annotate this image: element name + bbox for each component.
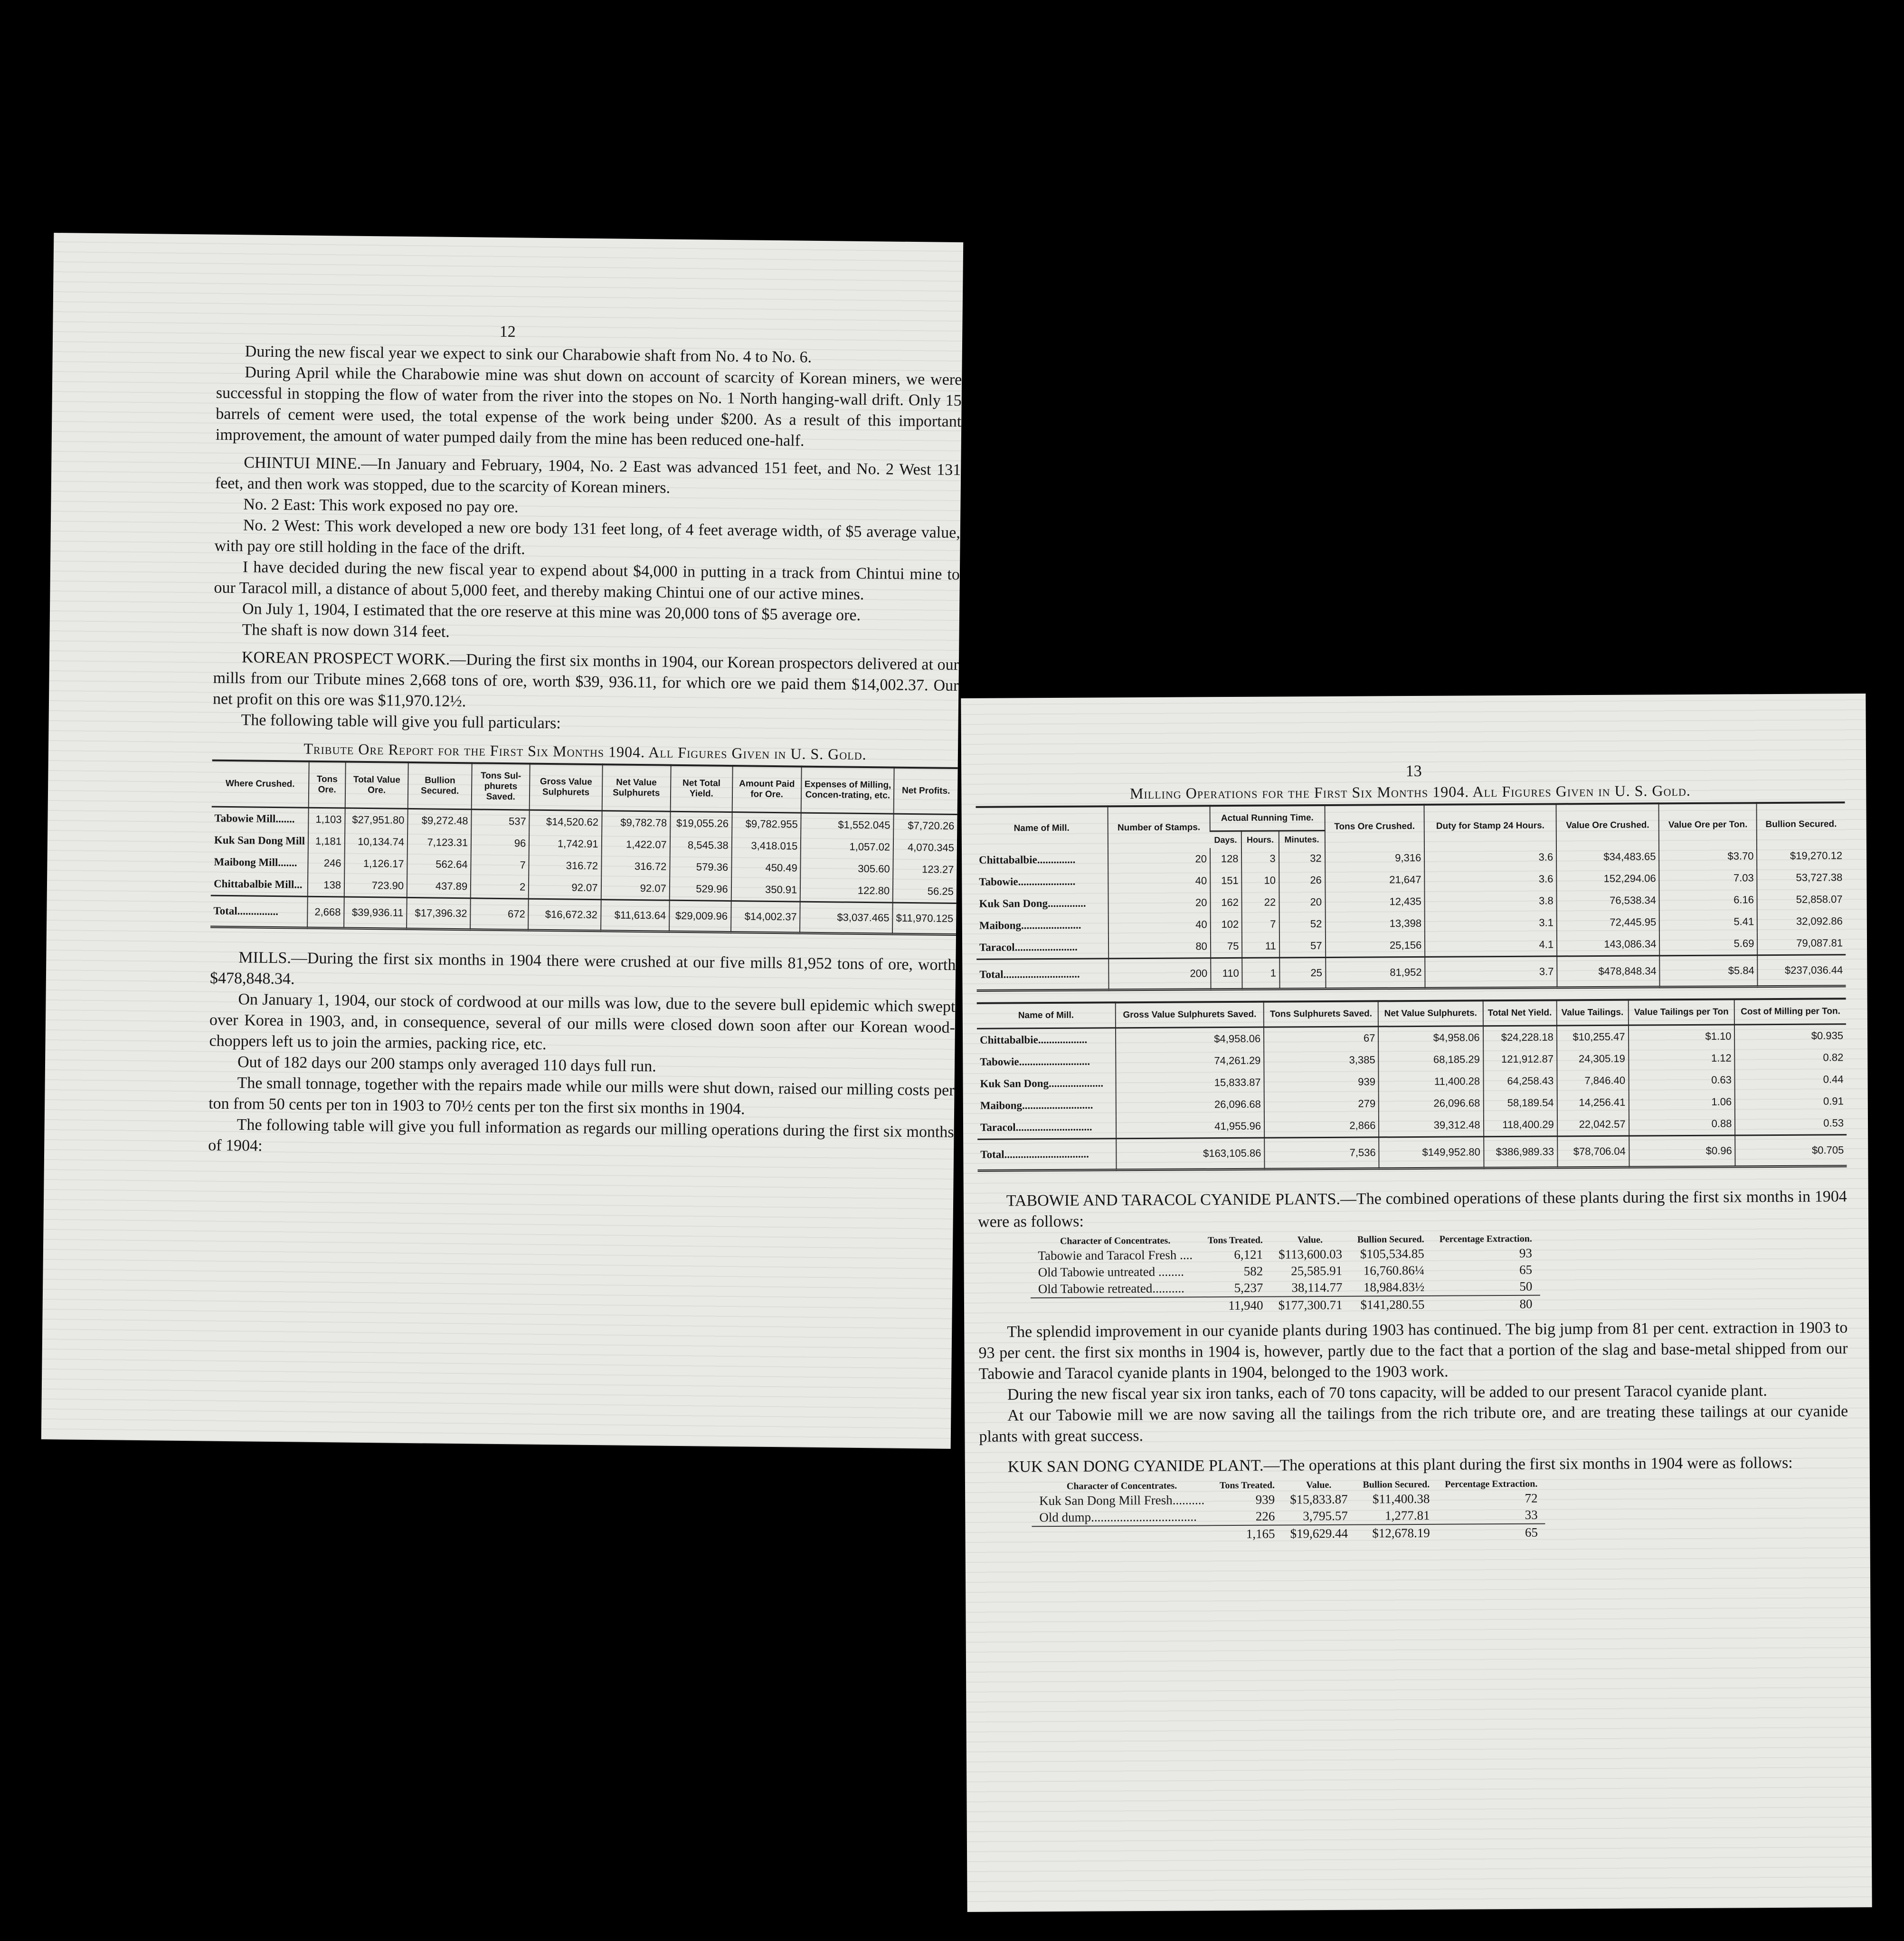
table-cell: 6,121 — [1234, 1247, 1263, 1262]
table-cell: 64,258.43 — [1483, 1070, 1557, 1092]
row-label: Kuk San Dong Mill Fresh.......... — [1039, 1493, 1205, 1508]
row-label — [1031, 1297, 1201, 1315]
table-cell: 1,103 — [308, 808, 345, 830]
table-cell: 1.06 — [1629, 1091, 1735, 1113]
column-header: Value. — [1306, 1479, 1332, 1491]
column-header: Net Value Sulphurets — [602, 764, 671, 811]
left-text-column — [208, 341, 962, 1164]
table-cell: 26 — [1279, 869, 1325, 892]
row-label: Taracol....................... — [979, 941, 1078, 953]
table-cell: 72,445.95 — [1557, 911, 1660, 933]
table-cell: $0.935 — [1734, 1024, 1846, 1047]
table-cell: 26,096.68 — [1116, 1094, 1264, 1116]
column-header: Cost of Milling per Ton. — [1734, 999, 1846, 1025]
row-label: Chittabalbie Mill... — [213, 877, 303, 891]
table-cell: 350.91 — [731, 878, 800, 902]
table-cell: 57 — [1279, 935, 1326, 958]
table-cell: 81,952 — [1326, 957, 1425, 989]
table-cell: $4,958.06 — [1378, 1026, 1483, 1049]
table-cell: $7,720.26 — [893, 814, 957, 837]
column-header: Net Value Sulphurets. — [1378, 1000, 1483, 1027]
table-cell: 4.1 — [1425, 933, 1557, 957]
table-cell: $9,782.955 — [732, 812, 801, 836]
paragraph: During April while the Charabowie mine was shut down on account of scarcity of Korean miners, we were successful in stopping the flow of water from the river into the stopes on No. 1 North hanging-wall drift. Only 15 barrels of cement were used, the total expense of the work being under $200. As a result of this important improvement, the amount of water pumped daily from the mine has been reduced one-half. — [215, 363, 962, 450]
table-cell: $27,951.80 — [345, 808, 407, 831]
table-cell: 0.44 — [1735, 1068, 1847, 1091]
column-header: Total Net Yield. — [1483, 1000, 1557, 1026]
column-header: Net Profits. — [894, 768, 958, 815]
paragraph: The small tonnage, together with the repairs made while our mills were shut down, raised our milling costs per ton from 50 cents per ton in 1903 to 70½ cents per ton the first six months in 1904. — [208, 1074, 955, 1118]
table-cell: $39,936.11 — [344, 897, 407, 929]
table-cell: 582 — [1243, 1264, 1263, 1278]
paragraph: TABOWIE AND TARACOL CYANIDE PLANTS.—The combined operations of these plants during the first six months in 1904 were as follows: — [977, 1188, 1847, 1231]
table-cell: 92.07 — [601, 877, 670, 900]
table-cell: 279 — [1264, 1093, 1379, 1115]
table-cell: 10 — [1242, 870, 1279, 892]
table-cell: 162 — [1210, 892, 1242, 913]
column-header: Total Value Ore. — [345, 762, 408, 809]
table-cell: 0.53 — [1735, 1112, 1847, 1135]
table-cell: 5.69 — [1659, 932, 1757, 956]
table-cell: 76,538.34 — [1557, 889, 1660, 912]
column-header: Bullion Secured. — [1757, 802, 1845, 845]
table-cell: $29,009.96 — [669, 900, 731, 932]
table-cell: 939 — [1264, 1071, 1379, 1093]
table-cell: 1,181 — [308, 830, 345, 853]
row-label: Kuk San Dong Mill — [214, 834, 305, 847]
table-cell: 2,668 — [307, 896, 344, 928]
table-cell: 450.49 — [731, 856, 801, 879]
paragraph: KUK SAN DONG CYANIDE PLANT.—The operations at this plant during the first six months in 1904 were as follows: — [1007, 1454, 1793, 1476]
table-cell: 2 — [471, 875, 529, 899]
table-cell: 3,418.015 — [731, 835, 801, 857]
table-cell: 316.72 — [529, 855, 602, 877]
table-cell: 143,086.34 — [1557, 933, 1660, 956]
table-cell: $19,629.44 — [1282, 1525, 1355, 1542]
column-header: Value Ore per Ton. — [1659, 803, 1757, 846]
row-label: Tabowie..................... — [979, 875, 1076, 888]
column-header: Tons Sul-phurets Saved. — [472, 763, 530, 810]
table-cell: 20 — [1108, 892, 1210, 914]
column-header: Percentage Extraction. — [1445, 1478, 1538, 1490]
page-number: 13 — [1405, 762, 1422, 780]
table-cell: 128 — [1210, 848, 1242, 870]
table-cell: 1,277.81 — [1385, 1508, 1430, 1523]
paragraph: On January 1, 1904, our stock of cordwood at our mills was low, due to the severe bull epidemic which swept over Korea in 1903, and, in consequence, several of our mills were closed down soon after our Korean wood-choppers left us to join the armies, packing rice, etc. — [209, 990, 956, 1053]
table-cell: 25,585.91 — [1291, 1263, 1343, 1278]
table-cell: 13,398 — [1325, 913, 1425, 935]
row-label: Old dump................................. — [1039, 1509, 1197, 1525]
column-header: Expenses of Milling, Concen-trating, etc. — [801, 767, 894, 814]
table-cell: 7,123.31 — [407, 831, 472, 854]
table-cell: $14,002.37 — [731, 901, 800, 933]
table-cell: 102 — [1211, 913, 1242, 935]
row-label: Old Tabowie untreated ........ — [1038, 1264, 1184, 1280]
table-cell: 68,185.29 — [1379, 1048, 1483, 1071]
table-cell: 22,042.57 — [1557, 1113, 1629, 1136]
row-label: Total............................... — [980, 1148, 1089, 1161]
total-row — [977, 1135, 1847, 1171]
row-label: Chittabalbie.................. — [980, 1033, 1088, 1046]
table-cell: 39,312.48 — [1379, 1114, 1483, 1137]
right-text-column — [976, 781, 1848, 1547]
table-cell: 316.72 — [601, 855, 670, 878]
table-cell: 65 — [1438, 1524, 1545, 1541]
table-cell: $19,055.26 — [670, 811, 732, 835]
table-cell: 75 — [1211, 935, 1242, 958]
table-cell: 2,866 — [1264, 1114, 1379, 1138]
table-row — [1032, 1490, 1545, 1510]
table-row — [1031, 1278, 1540, 1298]
table-cell: $9,272.48 — [407, 809, 472, 832]
table-cell: 96 — [471, 832, 530, 854]
table-cell: 7,846.40 — [1557, 1070, 1629, 1092]
column-header: Tons Sulphurets Saved. — [1264, 1001, 1379, 1027]
table-cell: 26,096.68 — [1379, 1092, 1483, 1114]
table-cell: 1,126.17 — [344, 853, 407, 875]
table-cell: $0.705 — [1735, 1135, 1847, 1167]
table-cell: 7 — [471, 854, 529, 876]
table-cell: 52 — [1279, 913, 1325, 935]
column-header: Net Total Yield. — [670, 765, 732, 812]
table-cell: $478,848.34 — [1557, 956, 1660, 988]
table-cell: 579.36 — [670, 856, 731, 878]
table-cell: 9,316 — [1325, 847, 1425, 869]
table-cell: $34,483.65 — [1556, 846, 1659, 868]
table-cell: $177,300.71 — [1271, 1296, 1350, 1314]
table-cell: 0.82 — [1735, 1047, 1847, 1069]
table-cell: 5.41 — [1659, 911, 1757, 933]
table-cell: 110 — [1211, 958, 1242, 989]
milling-table-title: Milling Operations for the First Six Months 1904. All Figures Given in U. S. Gold. — [1129, 781, 1691, 802]
column-header: Name of Mill. — [1018, 1010, 1074, 1021]
table-cell: 3,795.57 — [1303, 1508, 1348, 1523]
total-row — [1032, 1524, 1545, 1544]
table-cell: 151 — [1210, 870, 1242, 892]
table-cell: 3 — [1241, 848, 1279, 870]
total-row — [1031, 1295, 1540, 1315]
paragraph: The shaft is now down 314 feet. — [242, 621, 450, 641]
table-cell: 0.91 — [1735, 1090, 1847, 1113]
table-cell: 537 — [471, 809, 530, 833]
column-subheader: Days. — [1210, 831, 1242, 848]
table-cell: 10,134.74 — [345, 831, 407, 853]
table-cell: 12,435 — [1325, 891, 1425, 913]
table-cell: 939 — [1255, 1492, 1275, 1507]
table-cell: 3.8 — [1425, 890, 1557, 912]
column-header: Bullion Secured. — [1357, 1234, 1424, 1245]
table-cell: 41,955.96 — [1116, 1115, 1264, 1139]
table-cell: 40 — [1108, 913, 1211, 936]
table-cell: 723.90 — [344, 875, 407, 898]
column-header: Percentage Extraction. — [1439, 1233, 1532, 1245]
table-cell: 20 — [1279, 891, 1325, 913]
row-label: Tabowie Mill....... — [214, 812, 295, 825]
table-cell: 38,114.77 — [1291, 1280, 1343, 1295]
table-cell: 1,742.91 — [529, 833, 602, 856]
row-label: Kuk San Dong.............. — [979, 897, 1086, 910]
table-cell: $237,036.44 — [1758, 955, 1846, 987]
table-cell: 3.1 — [1425, 912, 1557, 934]
paragraph: MILLS.—During the first six months in 1904 there were crushed at our five mills 81,952 tons of ore, worth $478,848.34. — [209, 949, 956, 988]
table-cell: 123.27 — [893, 858, 957, 881]
table-cell: $141,280.55 — [1350, 1296, 1432, 1313]
table-cell: $11,400.38 — [1372, 1491, 1430, 1506]
table-cell: $1.10 — [1628, 1025, 1734, 1048]
column-header: Name of Mill. — [1014, 823, 1070, 833]
table-cell: 3.7 — [1425, 956, 1557, 988]
table-cell: 0.63 — [1629, 1069, 1735, 1091]
table-cell: 529.96 — [670, 878, 731, 901]
column-header: Where Crushed. — [225, 778, 295, 790]
table-cell: 6.16 — [1659, 889, 1757, 911]
table-cell: 305.60 — [801, 857, 893, 880]
table-cell: 1,422.07 — [601, 833, 670, 856]
table-cell: $9,782.78 — [602, 811, 671, 834]
table-cell: $149,952.80 — [1379, 1137, 1484, 1169]
table-cell: 79,087.81 — [1757, 932, 1846, 955]
table-cell: 72 — [1525, 1491, 1538, 1505]
column-header: Duty for Stamp 24 Hours. — [1424, 804, 1556, 847]
table-cell: $4,958.06 — [1116, 1027, 1264, 1050]
row-label: Old Tabowie retreated.......... — [1038, 1281, 1184, 1296]
table-cell: $11,970.125 — [892, 903, 956, 934]
paragraph: No. 2 West: This work developed a new ore body 131 feet long, of 4 feet average width, of $5 average value, with pay ore still holding in the face of the drift. — [214, 516, 961, 558]
table-cell: 53,727.38 — [1757, 866, 1846, 889]
table-cell: 118,400.29 — [1483, 1113, 1557, 1136]
tribute-ore-table — [210, 760, 958, 936]
table-cell: $19,270.12 — [1757, 845, 1845, 867]
row-label: Total............................ — [979, 968, 1080, 980]
row-label: Chittabalbie.............. — [979, 853, 1076, 866]
column-header: Tons Ore Crushed. — [1325, 805, 1424, 847]
table-cell: 15,833.87 — [1116, 1072, 1264, 1094]
table-cell: $5.84 — [1660, 955, 1758, 987]
tribute-table-title: Tribute Ore Report for the First Six Months 1904. All Figures Given in U. S. Gold. — [303, 740, 867, 763]
row-label — [1032, 1525, 1212, 1543]
table-cell: 25 — [1279, 957, 1326, 989]
column-header: Number of Stamps. — [1108, 806, 1210, 848]
table-cell: 80 — [1108, 935, 1211, 959]
table-cell: $12,678.19 — [1355, 1524, 1438, 1542]
table-cell: 1,057.02 — [801, 836, 893, 858]
column-header: Bullion Secured. — [1363, 1479, 1430, 1490]
paragraph: The splendid improvement in our cyanide plants during 1903 has continued. The big jump from 81 per cent. extraction in 1903 to 93 per cent. the first six months in 1904 is, however, partly due to the fact that a portion of the slag and base-metal shipped from our Tabowie and Taracol cyanide plants in 1904, belonged to the 1903 work. — [978, 1319, 1848, 1383]
table-cell: $16,672.32 — [528, 899, 601, 931]
table-cell: 122.80 — [800, 879, 893, 903]
row-label: Maibong.......................... — [980, 1099, 1093, 1112]
table-cell: 67 — [1264, 1027, 1379, 1050]
left-page — [41, 233, 963, 1449]
table-row — [1030, 1245, 1540, 1265]
milling-operations-table — [976, 801, 1846, 992]
table-cell: 152,294.06 — [1556, 867, 1659, 890]
column-header: Bullion Secured. — [408, 762, 472, 809]
right-page — [961, 694, 1872, 1912]
row-label: Taracol............................ — [980, 1121, 1092, 1133]
paragraph: The following table will give you full information as regards our milling operations during the first six months of 1904: — [208, 1116, 954, 1155]
paragraph: On July 1, 1904, I estimated that the ore reserve at this mine was 20,000 tons of $5 average ore. — [242, 600, 861, 624]
column-header: Tons Treated. — [1207, 1235, 1263, 1246]
table-cell: $10,255.47 — [1557, 1025, 1629, 1048]
table-cell: 18,984.83½ — [1363, 1279, 1425, 1294]
paragraph: During the new fiscal year six iron tanks, each of 70 tons capacity, will be added to our present Taracol cyanide plant. — [1007, 1382, 1767, 1404]
column-header: Value Tailings. — [1556, 1000, 1628, 1026]
table-cell: 32 — [1279, 847, 1325, 870]
table-cell: 40 — [1108, 870, 1210, 892]
sulphurets-table — [977, 998, 1847, 1172]
table-cell: $1,552.045 — [801, 813, 894, 837]
table-cell: 32,092.86 — [1757, 910, 1846, 932]
table-cell: 121,912.87 — [1483, 1048, 1557, 1070]
table-cell: 672 — [470, 898, 529, 930]
table-cell: $11,613.64 — [601, 900, 670, 932]
row-label: Maibong Mill....... — [214, 856, 297, 869]
table-cell: $15,833.87 — [1290, 1492, 1348, 1507]
table-cell: $3.70 — [1659, 845, 1757, 867]
column-subheader: Hours. — [1241, 831, 1279, 848]
paragraph: I have decided during the new fiscal year to expend about $4,000 in putting in a track from Chintui mine to our Taracol mill, a distance of about 5,000 feet, and thereby making Chintui one of our active mines. — [214, 558, 960, 603]
paragraph: During the new fiscal year we expect to sink our Charabowie shaft from No. 4 to No. 6. — [245, 343, 812, 366]
table-cell: 1,165 — [1212, 1525, 1282, 1542]
table-row — [1032, 1507, 1545, 1527]
table-cell: 56.25 — [893, 880, 957, 904]
table-cell: 20 — [1108, 848, 1210, 870]
column-subheader: Minutes. — [1279, 830, 1325, 847]
row-label: Kuk San Dong.................... — [980, 1077, 1104, 1090]
paragraph: The following table will give you full particulars: — [241, 711, 561, 733]
table-cell: $0.96 — [1629, 1135, 1735, 1167]
table-cell: 52,858.07 — [1757, 888, 1846, 911]
table-cell: 8,545.38 — [670, 834, 731, 856]
table-cell: $24,228.18 — [1483, 1026, 1556, 1048]
column-header: Value Tailings per Ton — [1628, 999, 1734, 1025]
table-cell: 7 — [1242, 913, 1279, 935]
column-header: Amount Paid for Ore. — [732, 766, 802, 813]
table-cell: 3.6 — [1424, 868, 1556, 890]
table-cell: 246 — [308, 852, 344, 875]
table-cell: 25,156 — [1325, 934, 1425, 958]
table-cell: $163,105.86 — [1116, 1138, 1264, 1170]
table-cell: 16,760.86¼ — [1363, 1263, 1425, 1278]
table-cell: 22 — [1242, 892, 1279, 913]
table-cell: 11 — [1242, 935, 1279, 958]
table-cell: 4,070.345 — [893, 837, 957, 859]
table-cell: 437.89 — [407, 875, 471, 898]
table-cell: 3.6 — [1424, 846, 1556, 868]
table-cell: $17,396.32 — [407, 897, 471, 929]
table-cell: 93 — [1519, 1246, 1533, 1260]
table-cell: 21,647 — [1325, 869, 1425, 891]
table-cell: 5,237 — [1234, 1280, 1263, 1295]
table-cell: 74,261.29 — [1116, 1050, 1264, 1073]
table-cell: 7,536 — [1264, 1137, 1379, 1169]
paragraph: At our Tabowie mill we are now saving all the tailings from the rich tribute ore, and are treating these tailings at our cyanide plants with great success. — [979, 1402, 1848, 1446]
table-cell: 33 — [1525, 1507, 1538, 1522]
table-cell: $14,520.62 — [530, 810, 602, 833]
column-header: Tons Treated. — [1219, 1480, 1275, 1491]
table-cell: 7.03 — [1659, 867, 1757, 889]
table-cell: 138 — [308, 874, 344, 897]
table-row — [1031, 1262, 1540, 1281]
column-header: Tons Ore. — [309, 761, 346, 808]
table-cell: 562.64 — [407, 853, 471, 875]
table-cell: 65 — [1519, 1262, 1533, 1277]
table-cell: 80 — [1432, 1295, 1540, 1313]
column-header: Value. — [1297, 1235, 1323, 1246]
table-cell: 11,940 — [1201, 1297, 1271, 1314]
column-header: Actual Running Time. — [1210, 805, 1325, 831]
column-header: Character of Concentrates. — [1060, 1235, 1171, 1246]
tabowie-taracol-cyanide-table — [1030, 1233, 1540, 1315]
table-cell: 226 — [1255, 1509, 1275, 1523]
column-header: Character of Concentrates. — [1066, 1480, 1177, 1492]
table-cell: 24,305.19 — [1557, 1048, 1629, 1070]
table-cell: 14,256.41 — [1557, 1092, 1629, 1114]
column-header: Value Ore Crushed. — [1556, 803, 1659, 846]
table-cell: $113,600.03 — [1278, 1246, 1343, 1262]
page-number: 12 — [499, 323, 516, 341]
row-label: Maibong...................... — [979, 919, 1081, 932]
table-cell: $105,534.85 — [1360, 1246, 1424, 1261]
table-cell: 58,189.54 — [1483, 1092, 1557, 1114]
column-header: Gross Value Sulphurets — [530, 764, 602, 811]
table-cell: 92.07 — [529, 876, 601, 900]
row-label: Tabowie.......................... — [980, 1055, 1090, 1068]
row-label: Total............... — [213, 904, 279, 918]
table-cell: 0.88 — [1629, 1113, 1735, 1136]
table-cell: 1 — [1242, 958, 1280, 989]
table-cell: $3,037.465 — [800, 902, 893, 934]
table-cell: 11,400.28 — [1379, 1070, 1483, 1093]
column-header: Gross Value Sulphurets Saved. — [1116, 1002, 1264, 1028]
table-cell: 1.12 — [1629, 1047, 1735, 1069]
table-cell: 50 — [1519, 1279, 1533, 1294]
table-cell: 3,385 — [1264, 1049, 1379, 1071]
total-row — [976, 955, 1846, 991]
kuk-san-dong-cyanide-table — [1032, 1478, 1545, 1544]
paragraph: Out of 182 days our 200 stamps only averaged 110 days full run. — [237, 1053, 656, 1075]
table-cell: $386,989.33 — [1484, 1136, 1558, 1168]
row-label: Tabowie and Taracol Fresh .... — [1038, 1247, 1193, 1263]
paragraph: CHINTUI MINE.—In January and February, 1904, No. 2 East was advanced 151 feet, and No. 2 West 131 feet, and then work was stopped, due to the scarcity of Korean miners. — [215, 454, 961, 497]
paragraph: No. 2 East: This work exposed no pay ore. — [243, 495, 519, 516]
table-cell: 200 — [1108, 958, 1211, 990]
paragraph: KOREAN PROSPECT WORK.—During the first six months in 1904, our Korean prospectors delivered at our mills from our Tribute mines 2,668 tons of ore, worth $39, 936.11, for which ore we paid them $14,002.37. Our net profit on this ore was $11,970.12½. — [212, 648, 959, 711]
table-cell: $78,706.04 — [1557, 1136, 1629, 1168]
